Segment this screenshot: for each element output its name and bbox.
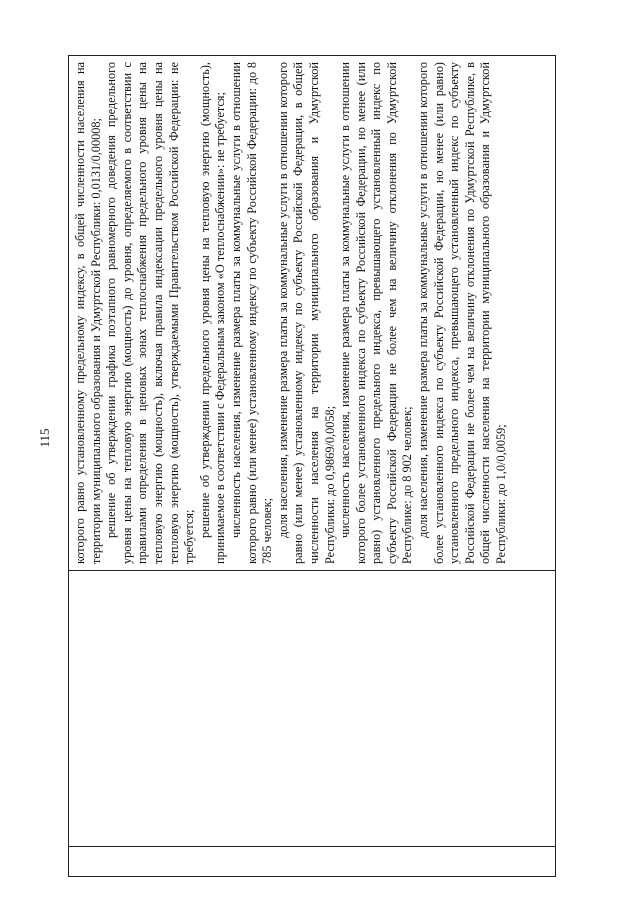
table-column-name	[69, 570, 555, 846]
page-number: 115	[37, 428, 52, 448]
table-column-content	[69, 56, 555, 570]
rotated-table	[68, 55, 556, 877]
paragraph: доля населения, изменение размера платы за коммунальные услуги в отношении которого равно (или менее) установленному индексу по субъекту Российской Федерации, в общей численности населения на территории муниципального образования и Удмуртской Республики: до 0,9869/0,0058;	[275, 62, 337, 564]
paragraph: решение об утверждении графика поэтапного равномерного доведения предельного уровня цены на тепловую энергию (мощность) до уровня, определяемого в соответствии с правилами определения в ценовых зонах теплоснабжения предельного уровня цены на тепловую энергию (мощность), включая правила индексации предельного уровня цены на тепловую энергию (мощность), утверждаемыми Правительством Российской Федерации: не требуется;	[104, 62, 197, 564]
paragraph: которого равно установленному предельному индексу, в общей численности населения на территории муниципального образования и Удмуртской Республики: 0,0131/0,00008;	[73, 62, 103, 564]
paragraph: численность населения, изменение размера платы за коммунальные услуги в отношении которого более установленного индекса по субъекту Российской Федерации, но менее (или равно) установленного предельного индекса, превышающего установленный индекс по субъекту Российской Федерации не более чем на величину отклонения по Удмуртской Республике: до 8 902 человек;	[338, 62, 415, 564]
paragraph: доля населения, изменение размера платы за коммунальные услуги в отношении которого более установленного индекса по субъекту Российской Федерации, но менее (или равно) установленного предельного индекса, превышающего установленный индекс по субъекту Российской Федерации не более чем на величину отклонения по Удмуртской Республике, в общей численности населения на территории муниципального образования и Удмуртской Республики: до 1,0/0,0059;	[416, 62, 509, 564]
paragraph: решение об утверждении предельного уровня цены на тепловую энергию (мощность), принимаемое в соответствии с Федеральным законом «О теплоснабжении»: не требуется;	[197, 62, 228, 564]
table-column-number	[69, 846, 555, 876]
paragraph: численность населения, изменение размера платы за коммунальные услуги в отношении которого равно (или менее) установленному индексу по субъекту Российской Федерации: до 8 785 человек;	[228, 62, 275, 564]
